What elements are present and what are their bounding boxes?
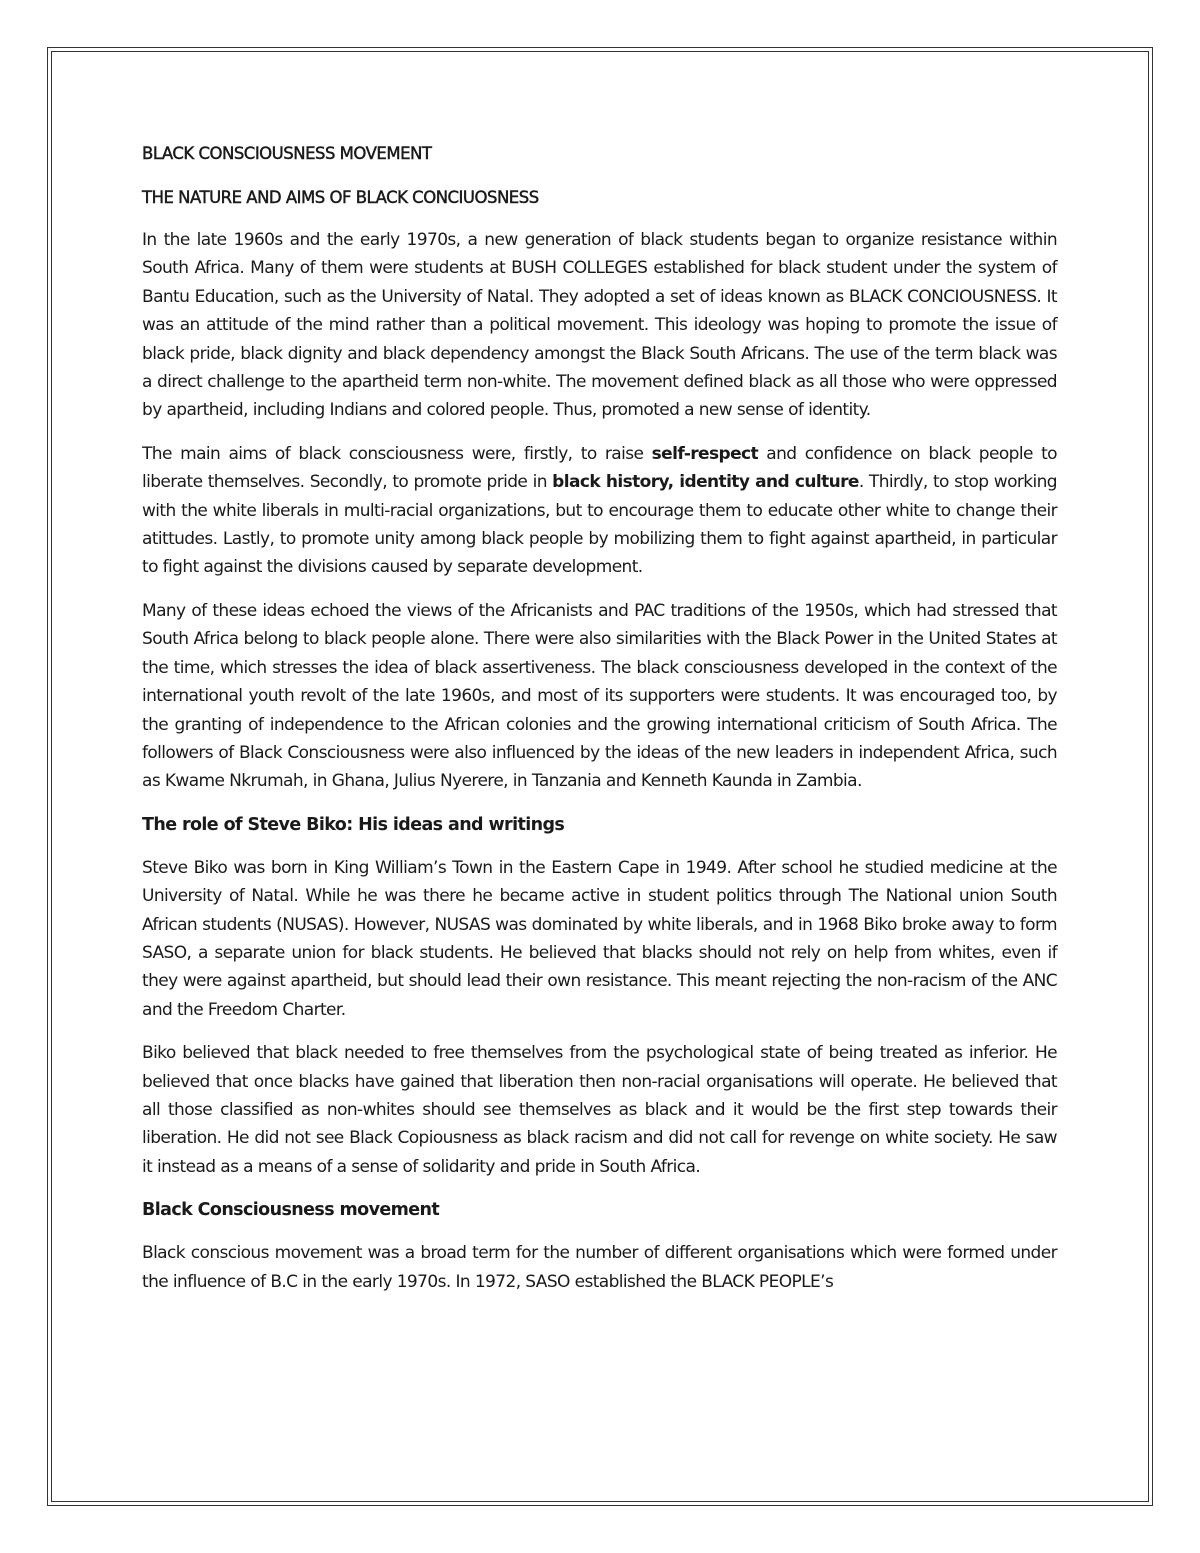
aims-bold-self-respect: self-respect xyxy=(651,443,759,464)
paragraph-biko-bio: Steve Biko was born in King William’s Town in the Eastern Cape in 1949. After school he studied medicine at the University of Natal. While he was there he became active in student politics through The National union South African students (NUSAS). However, NUSAS was dominated by white liberals, and in 1968 Biko broke away to form SASO, a separate union for black students. He believed that blacks should not rely on help from whites, even if they were against apartheid, but should lead their own resistance. This meant rejecting the non-racism of the ANC and the Freedom Charter. xyxy=(142,857,1057,1020)
aims-bold-history: black history, identity and culture xyxy=(552,472,859,493)
document-subtitle: THE NATURE AND AIMS OF BLACK CONCIUOSNESS xyxy=(142,188,539,207)
subheading-steve-biko: The role of Steve Biko: His ideas and writings xyxy=(142,814,565,835)
paragraph-nature: In the late 1960s and the early 1970s, a new generation of black students began to organize resistance within South Africa. Many of them were students at BUSH COLLEGES established for black student under the system of Bantu Education, such as the University of Natal. They adopted a set of ideas known as BLACK CONCIOUSNESS. It was an attitude of the mind rather than a political movement. This ideology was hoping to promote the issue of black pride, black dignity and black dependency amongst the Black South Africans. The use of the term black was a direct challenge to the apartheid term non-white. The movement defined black as all those who were oppressed by apartheid, including Indians and colored people. Thus, promoted a new sense of identity. xyxy=(142,230,1057,421)
document-title: BLACK CONSCIOUSNESS MOVEMENT xyxy=(142,144,432,163)
paragraph-aims xyxy=(142,440,1057,582)
aims-text-3: . Thirdly, to stop working with the white liberals in multi-racial organizations, but to encourage them to educate other white to change their atittudes. Lastly, to promote unity among black people by mobilizing them to fight against apartheid, in particular to fight against the divisions caused by separate development. xyxy=(142,472,1057,578)
paragraph-influences: Many of these ideas echoed the views of the Africanists and PAC traditions of the 1950s, which had stressed that South Africa belong to black people alone. There were also similarities with the Black Power in the United States at the time, which stresses the idea of black assertiveness. The black consciousness developed in the context of the international youth revolt of the late 1960s, and most of its supporters were students. It was encouraged too, by the granting of independence to the African colonies and the growing international criticism of South Africa. The followers of Black Consciousness were also influenced by the ideas of the new leaders in independent Africa, such as Kwame Nkrumah, in Ghana, Julius Nyerere, in Tanzania and Kenneth Kaunda in Zambia. xyxy=(142,600,1057,792)
aims-text-1: The main aims of black consciousness were, firstly, to raise xyxy=(142,443,652,464)
paragraph-biko-beliefs: Biko believed that black needed to free themselves from the psychological state of being treated as inferior. He believed that once blacks have gained that liberation then non-racial organisations will operate. He believed that all those classified as non-whites should see themselves as black and it would be the first step towards their liberation. He did not see Black Copiousness as black racism and did not call for revenge on white society. He saw it instead as a means of a sense of solidarity and pride in South Africa. xyxy=(142,1043,1057,1177)
aims-text-2: and confidence on black people to liberate themselves. Secondly, to promote pride in xyxy=(142,443,1057,493)
subheading-bc-movement: Black Consciousness movement xyxy=(142,1200,440,1221)
paragraph-bc-movement: Black conscious movement was a broad term for the number of different organisations which were formed under the influence of B.C in the early 1970s. In 1972, SASO established the BLACK PEOPLE’s xyxy=(142,1243,1057,1292)
document-body xyxy=(142,140,1057,1311)
